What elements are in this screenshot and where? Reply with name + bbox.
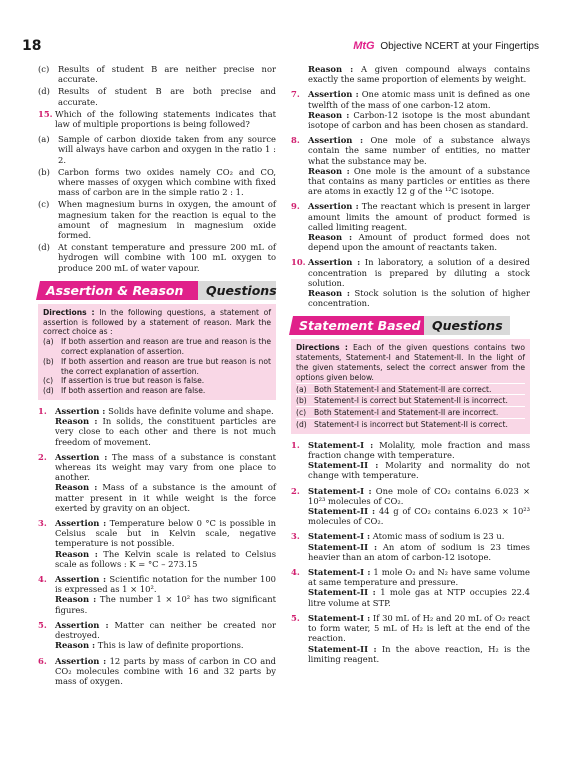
option bbox=[296, 383, 525, 395]
q14-options bbox=[38, 64, 276, 107]
reason-text: A given compound always contains exactly the same proportion of elements by weight. bbox=[308, 64, 530, 85]
option bbox=[296, 406, 525, 418]
statement-1 bbox=[308, 531, 530, 541]
statement-2-text: 1 mole gas at NTP occupies 22.4 litre volume at STP. bbox=[308, 587, 530, 608]
assertion bbox=[308, 135, 530, 166]
question-number: 7. bbox=[291, 89, 300, 100]
option-text: Both Statement-I and Statement-II are correct. bbox=[314, 384, 492, 394]
ar-question bbox=[291, 257, 530, 308]
statement-question bbox=[291, 440, 530, 481]
assertion-reason-list-right bbox=[291, 89, 530, 308]
option bbox=[38, 242, 276, 273]
option-text: Statement-I is correct but Statement-II is incorrect. bbox=[314, 396, 508, 406]
statement-2-label: Statement-II : bbox=[308, 460, 379, 471]
banner-title: Statement Based bbox=[299, 318, 421, 334]
question-number: 1. bbox=[291, 439, 300, 450]
statement-2-text: An atom of sodium is 23 times heavier than an atom of carbon-12 isotope. bbox=[308, 541, 530, 562]
statement-1-label: Statement-I : bbox=[308, 612, 371, 623]
option-letter: (b) bbox=[43, 356, 54, 366]
question-number: 10. bbox=[291, 257, 306, 268]
option-text: At constant temperature and pressure 200 mL of hydrogen will combine with 100 mL oxygen to produce 200 mL of water vapour. bbox=[58, 242, 276, 273]
reason-label: Reason : bbox=[308, 109, 350, 120]
statement-2-label: Statement-II : bbox=[308, 587, 376, 598]
statement-1 bbox=[308, 440, 530, 460]
statement-2 bbox=[308, 506, 530, 526]
option-text: Sample of carbon dioxide taken from any source will always have carbon and oxygen in the ratio 1 : 2. bbox=[58, 134, 276, 165]
statement-2 bbox=[308, 587, 530, 607]
assertion-label: Assertion : bbox=[308, 135, 364, 146]
assertion-label: Assertion : bbox=[55, 619, 109, 630]
reason-label: Reason : bbox=[308, 64, 354, 74]
assertion-label: Assertion : bbox=[55, 406, 106, 417]
option-text: Statement-I is incorrect but Statement-II is correct. bbox=[314, 420, 508, 430]
statement-2 bbox=[308, 460, 530, 480]
assertion bbox=[55, 574, 276, 594]
right-column bbox=[291, 64, 530, 669]
option-text: If both assertion and reason are false. bbox=[61, 386, 206, 396]
option-letter: (a) bbox=[38, 134, 50, 145]
question-number: 8. bbox=[291, 135, 300, 146]
directions-text: In the following questions, a statement of assertion is followed by a statement of reason. Mark the correct choice as : bbox=[43, 307, 272, 337]
reason-text: The number 1 × 10² has two significant figures. bbox=[55, 594, 276, 615]
ar-question bbox=[38, 574, 276, 615]
assertion bbox=[55, 518, 276, 549]
statement-1-text: 1 mole O₂ and N₂ have same volume at same temperature and pressure. bbox=[308, 567, 530, 588]
assertion bbox=[308, 201, 530, 232]
reason-label: Reason : bbox=[55, 594, 97, 605]
page-number: 18 bbox=[22, 38, 42, 54]
assertion-label: Assertion : bbox=[55, 451, 108, 462]
statement-2-text: Molarity and normality do not change with temperature. bbox=[308, 460, 530, 481]
option-letter: (b) bbox=[38, 166, 50, 177]
option-letter: (c) bbox=[38, 64, 50, 74]
question-number: 2. bbox=[291, 485, 300, 496]
question-number: 3. bbox=[38, 518, 47, 529]
continued-reason bbox=[291, 64, 530, 84]
ar-question bbox=[291, 135, 530, 196]
assertion bbox=[308, 257, 530, 288]
reason bbox=[55, 640, 276, 650]
option-text: When magnesium burns in oxygen, the amount of magnesium taken for the reaction is equal to the amount of magnesium in magnesium oxide formed. bbox=[58, 199, 276, 241]
assertion-label: Assertion : bbox=[55, 518, 107, 529]
statement-2-text: 44 g of CO₂ contains 6.023 × 10²³ molecules of CO₂. bbox=[308, 506, 531, 527]
option bbox=[296, 394, 525, 406]
option-letter: (d) bbox=[296, 420, 307, 430]
directions-box-ar bbox=[38, 304, 276, 400]
assertion-text: The mass of a substance is constant whereas its weight may vary from one place to another. bbox=[55, 451, 277, 483]
option-text: If both assertion and reason are true but reason is not the correct explanation of assertion. bbox=[61, 356, 271, 376]
statement-1 bbox=[308, 567, 530, 587]
statement-2 bbox=[308, 542, 530, 562]
reason-text: One mole is the amount of a substance that contains as many particles or entities as there are atoms in exactly 12 g of the ¹²C isotope. bbox=[308, 165, 530, 197]
option-text: Results of student B are neither precise nor accurate. bbox=[58, 64, 276, 85]
statement-based-banner bbox=[291, 316, 530, 335]
option-text: Carbon forms two oxides namely CO₂ and CO, where masses of oxygen which combine with fixed mass of carbon are in the simple ratio 2 : 1. bbox=[58, 166, 276, 198]
assertion bbox=[308, 89, 530, 109]
option bbox=[38, 86, 276, 106]
reason bbox=[55, 594, 276, 614]
banner-subtitle: Questions bbox=[424, 316, 510, 335]
reason-label: Reason : bbox=[308, 288, 350, 299]
statement-1-label: Statement-I : bbox=[308, 531, 371, 542]
question-number: 15. bbox=[38, 108, 53, 119]
question-number: 4. bbox=[38, 574, 47, 585]
assertion-label: Assertion : bbox=[55, 655, 107, 666]
statement-2-text: In the above reaction, H₂ is the limiting reagent. bbox=[308, 643, 530, 664]
reason bbox=[55, 549, 276, 569]
left-column bbox=[38, 64, 276, 691]
statement-1-text: If 30 mL of H₂ and 20 mL of O₂ react to form water, 5 mL of H₂ is left at the end of the reaction. bbox=[308, 612, 530, 644]
reason-label: Reason : bbox=[308, 232, 353, 243]
directions-options bbox=[296, 383, 525, 430]
assertion-text: One atomic mass unit is defined as one twelfth of the mass of one carbon-12 atom. bbox=[308, 89, 531, 110]
assertion-text: In laboratory, a solution of a desired concentration is prepared by diluting a stock solution. bbox=[308, 257, 531, 288]
question-15 bbox=[38, 109, 276, 129]
statement-1-label: Statement-I : bbox=[308, 567, 371, 578]
statement-question bbox=[291, 486, 530, 527]
q15-options bbox=[38, 134, 276, 273]
assertion bbox=[55, 452, 276, 483]
option-letter: (c) bbox=[43, 376, 54, 386]
statement-1 bbox=[308, 486, 530, 506]
reason-text: Carbon-12 isotope is the most abundant isotope of carbon and has been chosen as standard. bbox=[308, 109, 530, 131]
reason bbox=[308, 288, 530, 308]
question-number: 6. bbox=[38, 655, 47, 666]
assertion bbox=[55, 656, 276, 687]
assertion-text: Scientific notation for the number 100 is expressed as 1 × 10². bbox=[55, 574, 276, 595]
directions-options bbox=[43, 337, 271, 396]
assertion-text: Matter can neither be created nor destroyed. bbox=[55, 619, 276, 641]
ar-question bbox=[38, 406, 276, 447]
ar-question bbox=[38, 620, 276, 651]
option bbox=[43, 376, 271, 386]
ar-question bbox=[38, 452, 276, 513]
statement-2-label: Statement-II : bbox=[308, 541, 378, 552]
statement-1-text: Atomic mass of sodium is 23 u. bbox=[372, 531, 505, 542]
assertion bbox=[55, 406, 276, 416]
reason bbox=[308, 232, 530, 252]
statement-question bbox=[291, 531, 530, 562]
statement-question bbox=[291, 613, 530, 664]
option bbox=[43, 337, 271, 357]
option-letter: (a) bbox=[43, 337, 54, 347]
directions-box-sb bbox=[291, 339, 530, 433]
reason-text: The Kelvin scale is related to Celsius scale as follows : K = °C – 273.15 bbox=[55, 548, 276, 569]
banner-title: Assertion & Reason bbox=[46, 282, 184, 298]
assertion bbox=[55, 620, 276, 640]
statement-2-label: Statement-II : bbox=[308, 643, 377, 654]
reason-text: Stock solution is the solution of higher concentration. bbox=[308, 288, 530, 309]
statement-2-label: Statement-II : bbox=[308, 506, 376, 517]
reason-label: Reason : bbox=[55, 482, 98, 493]
statement-question bbox=[291, 567, 530, 608]
banner-subtitle: Questions bbox=[198, 281, 276, 300]
brand-text: Objective NCERT at your Fingertips bbox=[380, 41, 539, 52]
question-number: 4. bbox=[291, 567, 300, 578]
option bbox=[43, 386, 271, 396]
reason-label: Reason : bbox=[308, 165, 350, 176]
question-number: 2. bbox=[38, 451, 47, 462]
reason-label: Reason : bbox=[55, 640, 96, 651]
option-text: If assertion is true but reason is false. bbox=[61, 376, 205, 386]
reason-text: In solids, the constituent particles are very close to each other and there is not much freedom of movement. bbox=[55, 416, 276, 447]
option bbox=[38, 199, 276, 240]
option bbox=[38, 64, 276, 84]
statement-2 bbox=[308, 644, 530, 664]
reason bbox=[55, 482, 276, 513]
directions-text: Each of the given questions contains two statements, Statement-I and Statement-II. In the light of the given statements, select the correct answer from the options given below. bbox=[296, 343, 525, 382]
question-number: 3. bbox=[291, 531, 300, 542]
assertion-label: Assertion : bbox=[308, 89, 359, 100]
reason bbox=[55, 416, 276, 447]
option-letter: (c) bbox=[38, 199, 50, 210]
option bbox=[38, 134, 276, 165]
reason-text: Amount of product formed does not depend upon the amount of reactants taken. bbox=[308, 232, 530, 253]
assertion-reason-banner bbox=[38, 281, 276, 300]
question-number: 5. bbox=[291, 612, 300, 623]
assertion-label: Assertion : bbox=[308, 257, 361, 268]
reason bbox=[308, 166, 530, 197]
assertion-text: Temperature below 0 °C is possible in Celsius scale but in Kelvin scale, negative temperature is not possible. bbox=[55, 518, 276, 549]
option-letter: (c) bbox=[296, 408, 307, 418]
directions-head: Directions : bbox=[43, 307, 95, 317]
reason-label: Reason : bbox=[55, 548, 98, 559]
question-text: Which of the following statements indicates that law of multiple proportions is being followed? bbox=[55, 108, 276, 130]
option-letter: (d) bbox=[38, 86, 50, 97]
statement-1-label: Statement-I : bbox=[308, 485, 372, 496]
assertion-reason-list bbox=[38, 406, 276, 686]
option-letter: (b) bbox=[296, 396, 307, 406]
assertion-text: 12 parts by mass of carbon in CO and CO₂ molecules combine with 16 and 32 parts by mass of oxygen. bbox=[55, 655, 276, 686]
option-letter: (d) bbox=[43, 386, 54, 396]
statement-based-list bbox=[291, 440, 530, 664]
question-number: 1. bbox=[38, 406, 47, 417]
question-number: 5. bbox=[38, 619, 47, 630]
assertion-text: Solids have definite volume and shape. bbox=[108, 406, 274, 417]
statement-1-text: One mole of CO₂ contains 6.023 × 10²³ molecules of CO₂. bbox=[308, 485, 530, 506]
reason-text: This is law of definite proportions. bbox=[97, 640, 244, 651]
brand-logo: MtG bbox=[353, 40, 375, 52]
option-text: Both Statement-I and Statement-II are incorrect. bbox=[314, 408, 499, 418]
option-text: Results of student B are both precise and accurate. bbox=[58, 86, 276, 107]
statement-1 bbox=[308, 613, 530, 644]
assertion-text: One mole of a substance always contain the same number of entities, no matter what the substance may be. bbox=[308, 135, 530, 166]
reason bbox=[308, 110, 530, 130]
ar-question bbox=[38, 518, 276, 569]
assertion-label: Assertion : bbox=[55, 574, 107, 585]
question-number: 9. bbox=[291, 201, 300, 212]
option-letter: (a) bbox=[296, 384, 307, 394]
option-letter: (d) bbox=[38, 242, 50, 253]
assertion-label: Assertion : bbox=[308, 201, 359, 212]
option bbox=[296, 418, 525, 430]
directions-head: Directions : bbox=[296, 343, 348, 353]
ar-question bbox=[291, 89, 530, 130]
reason-text: Mass of a substance is the amount of matter present in it while weight is the force exerted by gravity on an object. bbox=[55, 482, 276, 513]
ar-question bbox=[38, 656, 276, 687]
reason-label: Reason : bbox=[55, 416, 98, 427]
statement-1-text: Molality, mole fraction and mass fraction change with temperature. bbox=[308, 439, 530, 461]
statement-1-label: Statement-I : bbox=[308, 439, 374, 450]
brand bbox=[353, 40, 539, 52]
ar-question bbox=[291, 201, 530, 252]
page-header bbox=[10, 38, 559, 56]
option-text: If both assertion and reason are true and reason is the correct explanation of assertion. bbox=[61, 337, 271, 357]
assertion-text: The reactant which is present in larger amount limits the amount of product formed is called limiting reagent. bbox=[308, 201, 530, 232]
option bbox=[43, 357, 271, 377]
option bbox=[38, 167, 276, 198]
